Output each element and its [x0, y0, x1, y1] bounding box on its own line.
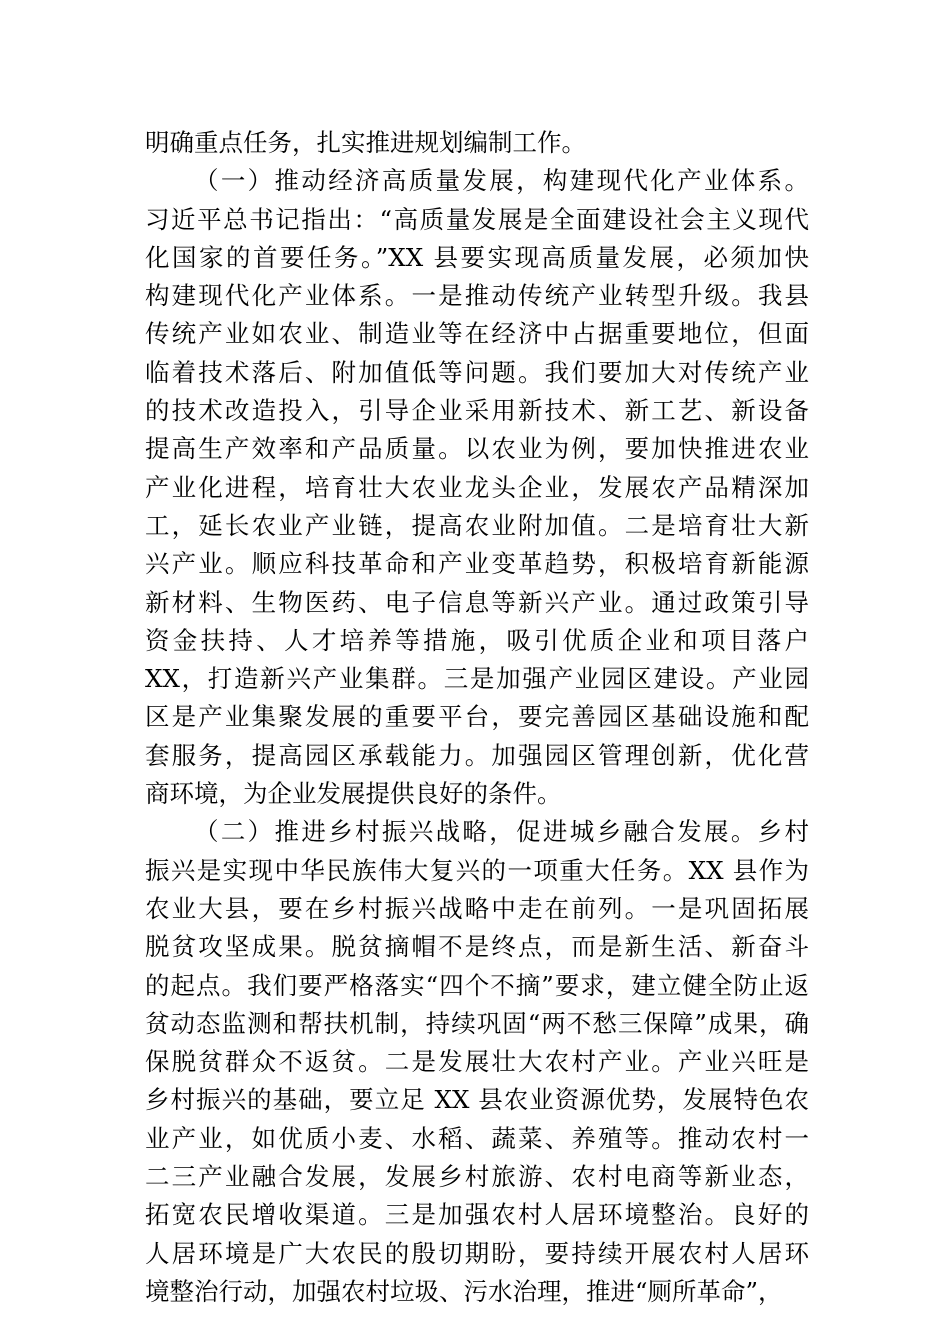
text-line: 资金扶持、人才培养等措施，吸引优质企业和项目落户: [145, 625, 809, 655]
text-line: 临着技术落后、附加值低等问题。我们要加大对传统产业: [145, 357, 809, 387]
text-line: 兴产业。顺应科技革命和产业变革趋势，积极培育新能源: [145, 549, 809, 579]
text-line: XX，打造新兴产业集群。三是加强产业园区建设。产业园: [145, 664, 809, 694]
document-page: [145, 124, 809, 1311]
text-line: 境整治行动，加强农村垃圾、污水治理，推进“厕所革命”，: [145, 1276, 783, 1306]
text-line: 工，延长农业产业链，提高农业附加值。二是培育壮大新: [145, 510, 809, 540]
text-line: 的技术改造投入，引导企业采用新技术、新工艺、新设备: [145, 396, 809, 426]
text-line: 套服务，提高园区承载能力。加强园区管理创新，优化营: [145, 740, 809, 770]
text-line: 传统产业如农业、制造业等在经济中占据重要地位，但面: [145, 319, 809, 349]
text-line: 的起点。我们要严格落实“四个不摘”要求，建立健全防止返: [145, 970, 809, 1000]
text-line: 化国家的首要任务。”XX 县要实现高质量发展，必须加快: [145, 242, 809, 272]
paragraph-intro-tail: [145, 124, 809, 162]
text-line: 振兴是实现中华民族伟大复兴的一项重大任务。XX 县作为: [145, 855, 809, 885]
text-line: 贫动态监测和帮扶机制，持续巩固“两不愁三保障”成果，确: [145, 1008, 809, 1038]
text-line: 构建现代化产业体系。一是推动传统产业转型升级。我县: [145, 281, 809, 311]
text-line: 二三产业融合发展，发展乡村旅游、农村电商等新业态，: [145, 1162, 809, 1192]
text-line: 人居环境是广大农民的殷切期盼，要持续开展农村人居环: [145, 1238, 809, 1268]
text-line: 脱贫攻坚成果。脱贫摘帽不是终点，而是新生活、新奋斗: [145, 932, 809, 962]
text-line: （二）推进乡村振兴战略，促进城乡融合发展。乡村: [194, 817, 809, 847]
text-line: 乡村振兴的基础，要立足 XX 县农业资源优势，发展特色农: [145, 1085, 809, 1115]
text-line: 新材料、生物医药、电子信息等新兴产业。通过政策引导: [145, 587, 809, 617]
text-line: 习近平总书记指出：“高质量发展是全面建设社会主义现代: [145, 204, 809, 234]
text-line: 保脱贫群众不返贫。二是发展壮大农村产业。产业兴旺是: [145, 1047, 809, 1077]
text-line: 明确重点任务，扎实推进规划编制工作。: [145, 128, 586, 157]
paragraph-section-one: [145, 162, 809, 813]
text-line: 产业化进程，培育壮大农业龙头企业，发展农产品精深加: [145, 472, 809, 502]
text-line: 拓宽农民增收渠道。三是加强农村人居环境整治。良好的: [145, 1200, 809, 1230]
text-line: 区是产业集聚发展的重要平台，要完善园区基础设施和配: [145, 702, 809, 732]
text-line: 业产业，如优质小麦、水稻、蔬菜、养殖等。推动农村一: [145, 1123, 809, 1153]
text-line: 商环境，为企业发展提供良好的条件。: [145, 779, 562, 809]
text-line: 提高生产效率和产品质量。以农业为例，要加快推进农业: [145, 434, 809, 464]
text-line: （一）推动经济高质量发展，构建现代化产业体系。: [194, 166, 809, 196]
paragraph-section-two: [145, 813, 809, 1311]
text-line: 农业大县，要在乡村振兴战略中走在前列。一是巩固拓展: [145, 893, 809, 923]
